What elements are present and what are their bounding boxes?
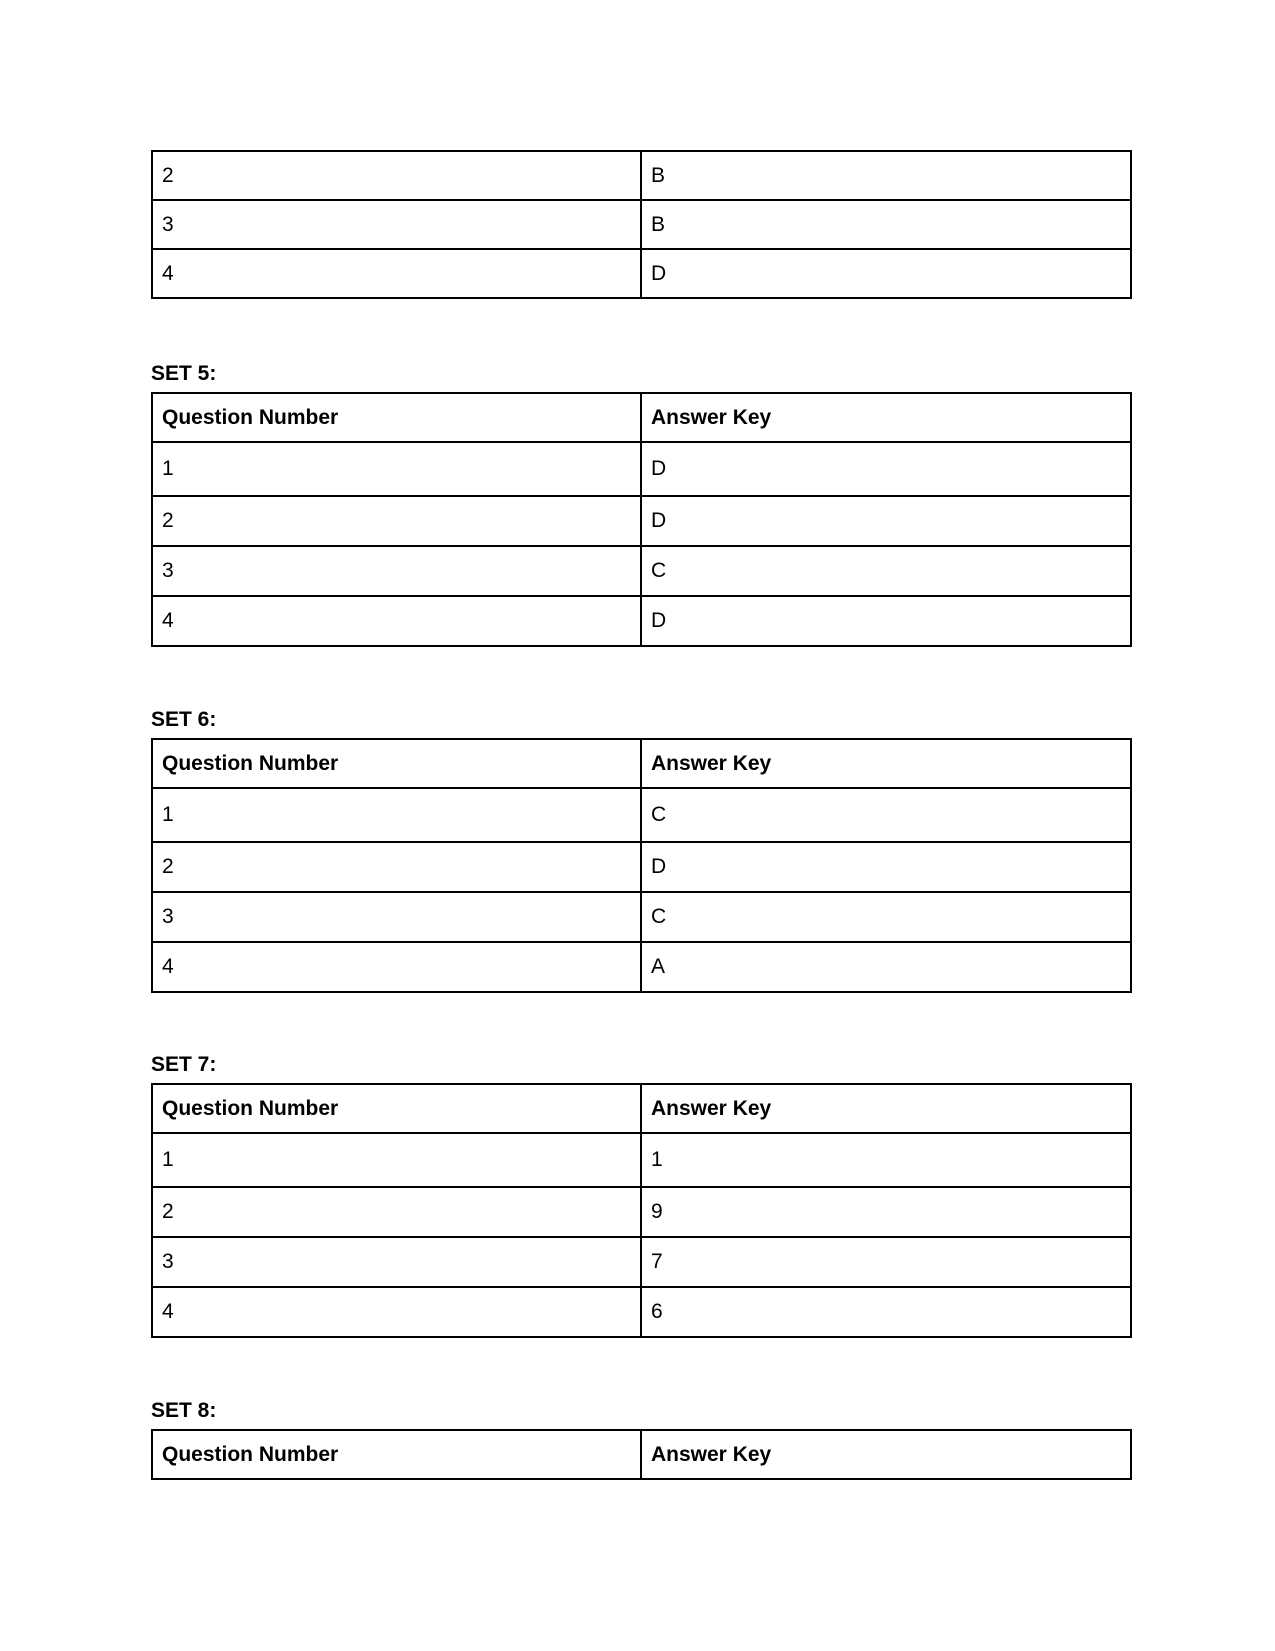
set-5-section (151, 362, 1132, 647)
answer-cell: 6 (641, 1287, 1131, 1337)
answer-cell: D (641, 442, 1131, 496)
table-row (152, 546, 1131, 596)
answer-cell: D (641, 496, 1131, 546)
answer-cell: 1 (641, 1133, 1131, 1187)
answer-cell: C (641, 788, 1131, 842)
question-cell: 3 (152, 892, 641, 942)
question-cell: 4 (152, 249, 641, 298)
table-row (152, 1133, 1131, 1187)
set-4-continuation (151, 150, 1132, 299)
question-cell: 1 (152, 788, 641, 842)
question-cell: 3 (152, 1237, 641, 1287)
answer-table (151, 738, 1132, 993)
answer-key-header: Answer Key (641, 739, 1131, 788)
question-cell: 4 (152, 596, 641, 646)
table-row (152, 151, 1131, 200)
table-row (152, 788, 1131, 842)
question-cell: 2 (152, 1187, 641, 1237)
table-row (152, 842, 1131, 892)
answer-key-header: Answer Key (641, 1084, 1131, 1133)
table-row (152, 496, 1131, 546)
answer-key-header: Answer Key (641, 1430, 1131, 1479)
set-title: SET 8: (151, 1399, 217, 1422)
question-cell: 2 (152, 496, 641, 546)
table-header-row (152, 739, 1131, 788)
question-cell: 3 (152, 200, 641, 249)
answer-cell: 9 (641, 1187, 1131, 1237)
answer-table (151, 150, 1132, 299)
question-cell: 4 (152, 1287, 641, 1337)
answer-cell: C (641, 892, 1131, 942)
answer-cell: C (641, 546, 1131, 596)
table-row (152, 1187, 1131, 1237)
table-row (152, 249, 1131, 298)
answer-table (151, 392, 1132, 647)
set-8-section (151, 1399, 1132, 1480)
question-cell: 1 (152, 442, 641, 496)
set-6-section (151, 708, 1132, 993)
answer-cell: A (641, 942, 1131, 992)
table-row (152, 200, 1131, 249)
question-cell: 1 (152, 1133, 641, 1187)
answer-cell: 7 (641, 1237, 1131, 1287)
table-header-row (152, 1084, 1131, 1133)
table-row (152, 1237, 1131, 1287)
answer-cell: D (641, 249, 1131, 298)
question-number-header: Question Number (152, 393, 641, 442)
set-title: SET 7: (151, 1053, 217, 1076)
question-cell: 2 (152, 842, 641, 892)
table-row (152, 892, 1131, 942)
answer-cell: B (641, 200, 1131, 249)
question-cell: 2 (152, 151, 641, 200)
question-number-header: Question Number (152, 739, 641, 788)
answer-cell: D (641, 842, 1131, 892)
question-cell: 3 (152, 546, 641, 596)
table-row (152, 596, 1131, 646)
answer-table (151, 1429, 1132, 1480)
question-cell: 4 (152, 942, 641, 992)
answer-table (151, 1083, 1132, 1338)
table-row (152, 1287, 1131, 1337)
question-number-header: Question Number (152, 1084, 641, 1133)
answer-cell: B (641, 151, 1131, 200)
set-title: SET 5: (151, 362, 217, 385)
table-header-row (152, 1430, 1131, 1479)
question-number-header: Question Number (152, 1430, 641, 1479)
set-7-section (151, 1053, 1132, 1338)
set-title: SET 6: (151, 708, 217, 731)
answer-cell: D (641, 596, 1131, 646)
table-header-row (152, 393, 1131, 442)
table-row (152, 942, 1131, 992)
table-row (152, 442, 1131, 496)
answer-key-header: Answer Key (641, 393, 1131, 442)
